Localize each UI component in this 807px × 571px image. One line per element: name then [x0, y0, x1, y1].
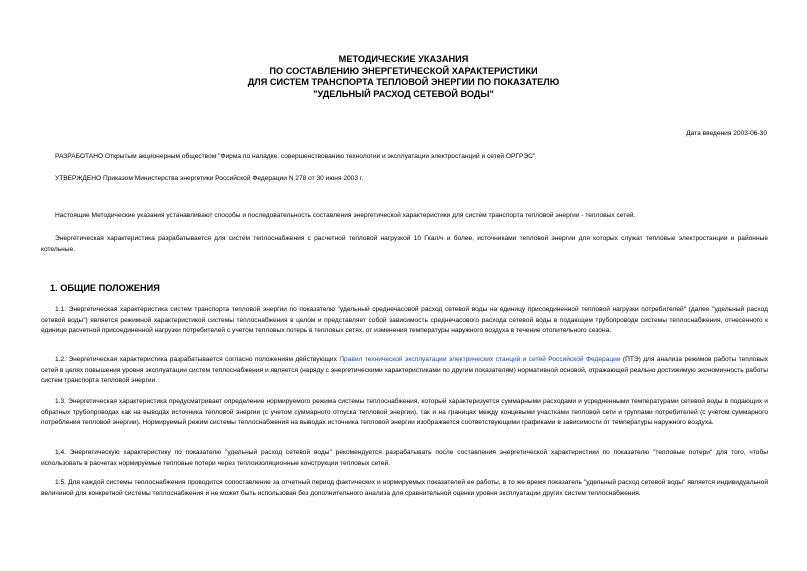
- approved-by: УТВЕРЖДЕНО Приказом Министерства энергетики Российской Федерации N 278 от 30 июня 2003 г.: [55, 175, 364, 182]
- paragraph-1-5-text: 1.5. Для каждой системы теплоснабжения проводится сопоставление за отчетный период фактических и нормируемых показателей ее работы, в то же время показатель "удельный расход сетевой воды" является индивидуальной величиной для конкретной системы теплоснабжения и не может быть использован без дополнительного анализа для сравнительной оценки уровня эксплуатации других систем теплоснабжения.: [41, 479, 768, 497]
- title-line-1: МЕТОДИЧЕСКИЕ УКАЗАНИЯ: [338, 54, 469, 64]
- pte-rules-link[interactable]: Правил технической эксплуатации электрических станций и сетей Российской Федерации: [339, 356, 621, 363]
- paragraph-1-2: [41, 355, 768, 387]
- paragraph-1-4-text: 1.4. Энергетическую характеристику по показателю "удельный расход сетевой воды" рекомендуется разрабатывать после составления энергетической характеристики по показателю "тепловые потери" для того, чтобы использовать в расчетах нормируемые тепловые потери через теплоизоляционные конструкции тепловых сетей.: [41, 449, 768, 467]
- intro-paragraph-1: [41, 211, 768, 222]
- paragraph-1-2-text-end: (ПТЭ) для анализа режимов работы тепловых сетей в целях повышения уровня эксплуатации систем теплоснабжения и является (наряду с энергетическими характеристиками по другим показателям) нормативной основой, отражающей реально достижимую экономичность работы систем транспорта тепловой энергии.: [41, 356, 768, 385]
- date-of-introduction: Дата введения 2003-06-30: [686, 130, 767, 137]
- title-line-4: "УДЕЛЬНЫЙ РАСХОД СЕТЕВОЙ ВОДЫ": [313, 88, 494, 99]
- paragraph-1-1-text: 1.1. Энергетическая характеристика систем транспорта тепловой энергии по показателю "удельный среднечасовой расход сетевой воды на единицу присоединенной тепловой нагрузки потребителей" (далее "удельный расход сетевой воды") является режимной характеристикой системы теплоснабжения в целом и представляет собой зависимость среднечасового расхода сетевой воды в подающем трубопроводе системы теплоснабжения, отнесенного к единице расчетной присоединенной нагрузки потребителей с учетом тепловых потерь в тепловых сетях, от изменения температуры наружного воздуха в течение отопительного сезона.: [41, 306, 768, 335]
- paragraph-1-1: [41, 305, 768, 337]
- document-title: [150, 54, 657, 100]
- section-1-heading: 1. ОБЩИЕ ПОЛОЖЕНИЯ: [50, 283, 160, 293]
- paragraph-1-3-text: 1.3. Энергетическая характеристика предусматривает определение нормируемого режима системы теплоснабжения, который характеризуется суммарными расходами и усредненными температурами сетевой воды в подающих и обратных трубопроводах как на выводах источника тепловой энергии (с учетом суммарного отпуска тепловой энергии), так и на границах между концевыми участками тепловой сети и группами потребителей (с учетом суммарного потребления тепловой энергии). Нормируемый режим системы теплоснабжения на выводах источника тепловой энергии изображается соответствующими графиками в зависимости от температуры наружного воздуха.: [41, 398, 768, 427]
- title-line-3: ДЛЯ СИСТЕМ ТРАНСПОРТА ТЕПЛОВОЙ ЭНЕРГИИ ПО ПОКАЗАТЕЛЮ: [247, 77, 560, 88]
- intro-paragraph-1-text: Настоящие Методические указания устанавливают способы и последовательность составления энергетической характеристики для систем транспорта тепловой энергии - тепловых сетей.: [55, 212, 636, 219]
- title-line-2: ПО СОСТАВЛЕНИЮ ЭНЕРГЕТИЧЕСКОЙ ХАРАКТЕРИСТИКИ: [269, 65, 538, 76]
- intro-paragraph-2: [41, 234, 768, 255]
- developed-by: РАЗРАБОТАНО Открытым акционерным обществом "Фирма по наладке, совершенствованию технологии и эксплуатации электростанций и сетей ОРГРЭС": [55, 153, 536, 160]
- paragraph-1-5: [41, 478, 768, 499]
- intro-paragraph-2-text: Энергетическая характеристика разрабатывается для систем теплоснабжения с расчетной тепловой нагрузкой 10 Гкал/ч и более, источниками тепловой энергии для которых служат тепловые электростанции и районные котельные.: [41, 235, 768, 253]
- paragraph-1-2-text-start: 1.2. Энергетическая характеристика разрабатывается согласно положениям действующих: [55, 356, 340, 363]
- paragraph-1-3: [41, 397, 768, 429]
- paragraph-1-4: [41, 448, 768, 469]
